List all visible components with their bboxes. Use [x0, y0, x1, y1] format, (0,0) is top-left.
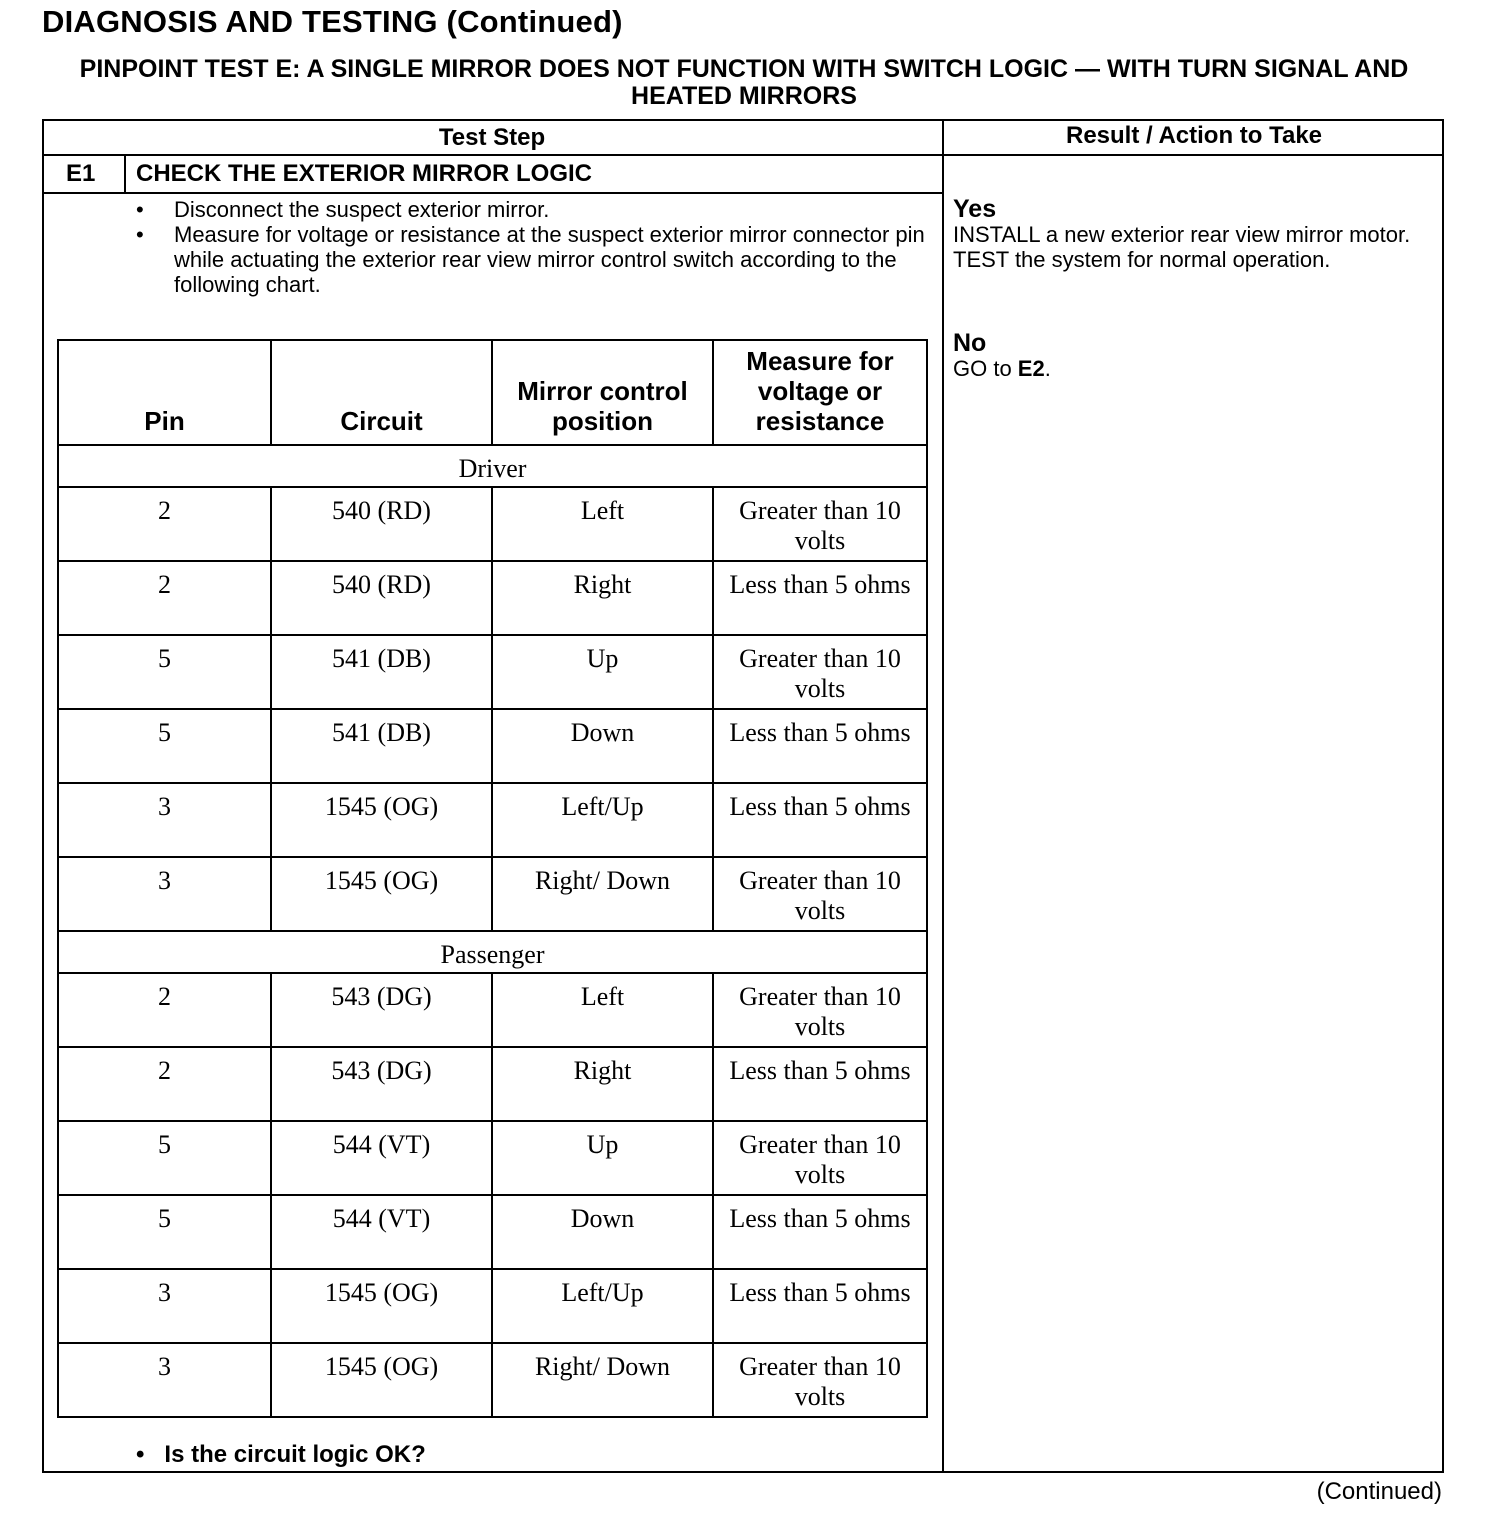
cell-measure: Less than 5 ohms: [713, 783, 927, 857]
cell-measure: Greater than 10 volts: [713, 1343, 927, 1417]
group-label: Passenger: [58, 931, 927, 973]
result-yes: [953, 196, 1433, 272]
instruction-item: • Disconnect the suspect exterior mirror.: [136, 197, 550, 222]
cell-pin: 5: [58, 709, 271, 783]
instruction-item: • Measure for voltage or resistance at the suspect exterior mirror connector pin while actuating the exterior rear view mirror control switch according to the following chart.: [136, 222, 925, 297]
table-row: [58, 1269, 927, 1343]
cell-pin: 5: [58, 635, 271, 709]
cell-circuit: 1545 (OG): [271, 783, 492, 857]
cell-circuit: 541 (DB): [271, 635, 492, 709]
cell-measure: Less than 5 ohms: [713, 709, 927, 783]
table-row: [58, 1343, 927, 1417]
cell-circuit: 1545 (OG): [271, 1269, 492, 1343]
cell-measure: Greater than 10 volts: [713, 857, 927, 931]
cell-position: Right/ Down: [492, 857, 713, 931]
group-row: [58, 931, 927, 973]
cell-position: Left/Up: [492, 1269, 713, 1343]
table-row: [58, 487, 927, 561]
table-row: [58, 1121, 927, 1195]
continued-note: (Continued): [1316, 1478, 1442, 1505]
cell-measure: Less than 5 ohms: [713, 1195, 927, 1269]
cell-position: Right: [492, 561, 713, 635]
no-action: GO to E2.: [953, 356, 1051, 381]
step-id-divider: [124, 155, 126, 193]
cell-pin: 3: [58, 1269, 271, 1343]
table-row: [58, 635, 927, 709]
cell-measure: Less than 5 ohms: [713, 1269, 927, 1343]
cell-pin: 3: [58, 783, 271, 857]
yes-action: INSTALL a new exterior rear view mirror motor. TEST the system for normal operation.: [953, 222, 1411, 272]
table-row: [58, 561, 927, 635]
cell-circuit: 543 (DG): [271, 1047, 492, 1121]
cell-circuit: 540 (RD): [271, 487, 492, 561]
bullet-icon: •: [136, 1441, 165, 1468]
cell-position: Left: [492, 487, 713, 561]
header-divider: [42, 154, 1444, 156]
cell-pin: 3: [58, 1343, 271, 1417]
table-row: [58, 1047, 927, 1121]
cell-measure: Greater than 10 volts: [713, 487, 927, 561]
cell-circuit: 541 (DB): [271, 709, 492, 783]
cell-circuit: 544 (VT): [271, 1121, 492, 1195]
step-title-divider: [42, 192, 942, 194]
cell-position: Up: [492, 1121, 713, 1195]
table-row: [58, 783, 927, 857]
pinpoint-test-title: PINPOINT TEST E: A SINGLE MIRROR DOES NOT FUNCTION WITH SWITCH LOGIC — WITH TURN SIGNAL AND HEATED MIRRORS: [79, 55, 1409, 110]
cell-position: Down: [492, 709, 713, 783]
chart-header-row: [58, 340, 927, 445]
table-row: [58, 1195, 927, 1269]
column-header-circuit: Circuit: [271, 340, 492, 445]
cell-measure: Less than 5 ohms: [713, 1047, 927, 1121]
cell-position: Left: [492, 973, 713, 1047]
step-title: CHECK THE EXTERIOR MIRROR LOGIC: [136, 160, 593, 187]
page-title: DIAGNOSIS AND TESTING (Continued): [42, 4, 623, 39]
cell-position: Right: [492, 1047, 713, 1121]
cell-circuit: 543 (DG): [271, 973, 492, 1047]
group-label: Driver: [58, 445, 927, 487]
cell-measure: Greater than 10 volts: [713, 1121, 927, 1195]
cell-circuit: 544 (VT): [271, 1195, 492, 1269]
column-header-pin: Pin: [58, 340, 271, 445]
cell-position: Up: [492, 635, 713, 709]
cell-pin: 5: [58, 1121, 271, 1195]
cell-pin: 5: [58, 1195, 271, 1269]
group-row: [58, 445, 927, 487]
result-no: [953, 330, 1433, 381]
cell-position: Right/ Down: [492, 1343, 713, 1417]
cell-pin: 3: [58, 857, 271, 931]
cell-position: Down: [492, 1195, 713, 1269]
cell-pin: 2: [58, 973, 271, 1047]
table-row: [58, 857, 927, 931]
step-question: • Is the circuit logic OK?: [136, 1441, 426, 1468]
cell-position: Left/Up: [492, 783, 713, 857]
yes-label: Yes: [953, 195, 997, 223]
bullet-icon: •: [136, 222, 144, 247]
bullet-icon: •: [136, 197, 144, 222]
table-row: [58, 973, 927, 1047]
cell-measure: Greater than 10 volts: [713, 635, 927, 709]
column-header-position: Mirror control position: [492, 340, 713, 445]
header-test-step: Test Step: [438, 124, 546, 151]
cell-measure: Greater than 10 volts: [713, 973, 927, 1047]
cell-pin: 2: [58, 487, 271, 561]
table-row: [58, 709, 927, 783]
cell-circuit: 540 (RD): [271, 561, 492, 635]
step-id: E1: [66, 160, 96, 187]
column-divider: [942, 119, 944, 1473]
cell-circuit: 1545 (OG): [271, 857, 492, 931]
cell-pin: 2: [58, 1047, 271, 1121]
step-instructions: [136, 197, 926, 297]
cell-measure: Less than 5 ohms: [713, 561, 927, 635]
column-header-measure: Measure for voltage or resistance: [713, 340, 927, 445]
cell-circuit: 1545 (OG): [271, 1343, 492, 1417]
no-label: No: [953, 329, 987, 357]
cell-pin: 2: [58, 561, 271, 635]
header-result-action: Result / Action to Take: [1065, 122, 1323, 149]
logic-chart: [57, 339, 928, 1418]
